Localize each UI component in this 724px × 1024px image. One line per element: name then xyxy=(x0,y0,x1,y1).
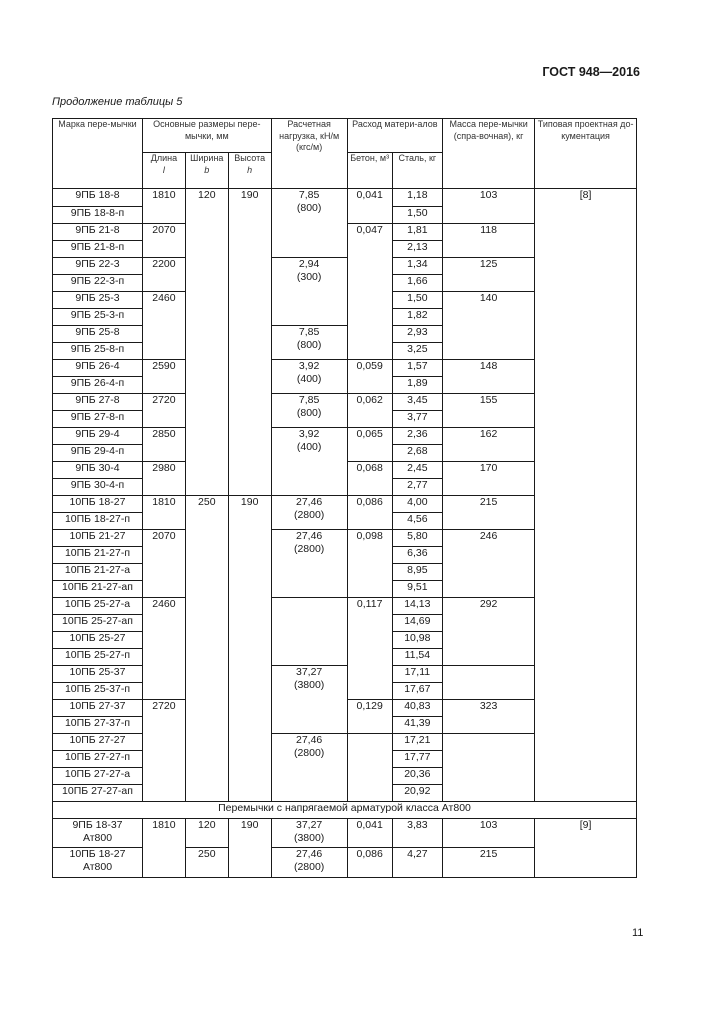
mass-cell: 125 xyxy=(443,258,535,292)
table-row-mark: 10ПБ 27-37 xyxy=(53,700,143,717)
mass-cell: 140 xyxy=(443,292,535,360)
steel-cell: 2,93 xyxy=(392,326,442,343)
load-cell: 3,92 (400) xyxy=(271,428,347,496)
load-cell: 37,27 (3800) xyxy=(271,819,347,848)
steel-cell: 11,54 xyxy=(392,649,442,666)
col-concrete-header: Бетон, м³ xyxy=(347,153,392,189)
table-row-mark: 9ПБ 21-8-п xyxy=(53,241,143,258)
table-row-mark: 9ПБ 25-8 xyxy=(53,326,143,343)
table-row-mark: 10ПБ 25-37 xyxy=(53,666,143,683)
steel-cell: 1,66 xyxy=(392,275,442,292)
concrete-cell: 0,086 xyxy=(347,848,392,878)
table-row-mark: 10ПБ 25-37-п xyxy=(53,683,143,700)
table-row-mark: 10ПБ 25-27-п xyxy=(53,649,143,666)
height-cell: 190 xyxy=(228,496,271,802)
concrete-cell: 0,047 xyxy=(347,224,392,360)
mass-cell: 323 xyxy=(443,700,535,734)
col-steel-header: Сталь, кг xyxy=(392,153,442,189)
steel-cell: 1,82 xyxy=(392,309,442,326)
table-row-mark: 9ПБ 30-4-п xyxy=(53,479,143,496)
mass-cell: 246 xyxy=(443,530,535,598)
table-row-mark: 10ПБ 27-27 xyxy=(53,734,143,751)
table-row-mark: 9ПБ 29-4-п xyxy=(53,445,143,462)
design-doc-cell: [8] xyxy=(535,189,637,802)
steel-cell: 1,57 xyxy=(392,360,442,377)
length-cell: 2590 xyxy=(143,360,186,394)
load-cell: 7,85 (800) xyxy=(271,189,347,258)
steel-cell: 3,83 xyxy=(392,819,442,848)
table-row-mark: 9ПБ 29-4 xyxy=(53,428,143,445)
table-row-mark: 9ПБ 25-3-п xyxy=(53,309,143,326)
steel-cell: 14,13 xyxy=(392,598,442,615)
col-consumption-header: Расход матери-алов xyxy=(347,119,442,153)
concrete-cell: 0,065 xyxy=(347,428,392,462)
steel-cell: 17,77 xyxy=(392,751,442,768)
length-cell: 2460 xyxy=(143,598,186,700)
height-cell: 190 xyxy=(228,189,271,496)
steel-cell: 40,83 xyxy=(392,700,442,717)
steel-cell: 17,11 xyxy=(392,666,442,683)
length-cell: 2720 xyxy=(143,700,186,802)
concrete-cell: 0,059 xyxy=(347,360,392,394)
concrete-cell: 0,098 xyxy=(347,530,392,598)
mass-cell: 215 xyxy=(443,848,535,878)
mass-cell: 118 xyxy=(443,224,535,258)
table-row-mark: 9ПБ 25-8-п xyxy=(53,343,143,360)
steel-cell: 17,67 xyxy=(392,683,442,700)
steel-cell: 2,36 xyxy=(392,428,442,445)
steel-cell: 6,36 xyxy=(392,547,442,564)
concrete-cell: 0,086 xyxy=(347,496,392,530)
design-doc-cell: [9] xyxy=(535,819,637,878)
mass-cell: 215 xyxy=(443,496,535,530)
length-cell: 2070 xyxy=(143,530,186,598)
steel-cell: 4,27 xyxy=(392,848,442,878)
mass-cell: 170 xyxy=(443,462,535,496)
steel-cell: 2,13 xyxy=(392,241,442,258)
load-cell: 37,27 (3800) xyxy=(271,666,347,734)
steel-cell: 1,18 xyxy=(392,189,442,207)
width-cell: 250 xyxy=(185,496,228,802)
length-cell: 2720 xyxy=(143,394,186,428)
steel-cell: 5,80 xyxy=(392,530,442,547)
steel-cell: 1,50 xyxy=(392,292,442,309)
concrete-cell: 0,068 xyxy=(347,462,392,496)
table-row-mark: 9ПБ 18-37 Ат800 xyxy=(53,819,143,848)
col-load-header: Расчетная нагрузка, кН/м (кгс/м) xyxy=(271,119,347,189)
table-row-mark: 10ПБ 27-27-п xyxy=(53,751,143,768)
page-number: 11 xyxy=(632,927,644,939)
col-width-header: Ширина b xyxy=(185,153,228,189)
section-heading: Перемычки с напрягаемой арматурой класса Ат800 xyxy=(53,802,637,819)
width-cell: 250 xyxy=(185,848,228,878)
table-continuation-caption: Продолжение таблицы 5 xyxy=(52,96,183,108)
col-length-header: Длина l xyxy=(143,153,186,189)
steel-cell: 41,39 xyxy=(392,717,442,734)
width-cell: 120 xyxy=(185,189,228,496)
mass-cell: 148 xyxy=(443,360,535,394)
concrete-cell: 0,041 xyxy=(347,189,392,224)
length-cell: 1810 xyxy=(143,819,186,878)
load-cell: 27,46 (2800) xyxy=(271,496,347,530)
steel-cell: 4,00 xyxy=(392,496,442,513)
load-cell: 27,46 (2800) xyxy=(271,848,347,878)
mass-cell: 162 xyxy=(443,428,535,462)
table-row-mark: 10ПБ 25-27-а xyxy=(53,598,143,615)
steel-cell: 2,68 xyxy=(392,445,442,462)
table-row-mark: 10ПБ 21-27 xyxy=(53,530,143,547)
mass-cell xyxy=(443,734,535,802)
load-cell: 3,92 (400) xyxy=(271,360,347,394)
table-row-mark: 9ПБ 22-3-п xyxy=(53,275,143,292)
steel-cell: 20,92 xyxy=(392,785,442,802)
load-cell: 27,46 (2800) xyxy=(271,530,347,598)
standard-code: ГОСТ 948—2016 xyxy=(542,65,640,79)
length-cell: 2980 xyxy=(143,462,186,496)
col-mark-header: Марка пере-мычки xyxy=(53,119,143,189)
load-cell: 7,85 (800) xyxy=(271,326,347,360)
concrete-cell: 0,129 xyxy=(347,700,392,734)
steel-cell: 2,77 xyxy=(392,479,442,496)
steel-cell: 10,98 xyxy=(392,632,442,649)
table-row-mark: 10ПБ 27-37-п xyxy=(53,717,143,734)
table-row-mark: 10ПБ 25-27 xyxy=(53,632,143,649)
load-cell xyxy=(271,598,347,666)
steel-cell: 1,81 xyxy=(392,224,442,241)
steel-cell: 3,25 xyxy=(392,343,442,360)
table-row-mark: 10ПБ 27-27-а xyxy=(53,768,143,785)
steel-cell: 8,95 xyxy=(392,564,442,581)
mass-cell: 103 xyxy=(443,819,535,848)
table-row-mark: 9ПБ 27-8-п xyxy=(53,411,143,428)
height-cell: 190 xyxy=(228,819,271,878)
load-cell: 27,46 (2800) xyxy=(271,734,347,802)
col-dims-header: Основные размеры пере-мычки, мм xyxy=(143,119,272,153)
table-row-mark: 10ПБ 18-27 Ат800 xyxy=(53,848,143,878)
table-row-mark: 10ПБ 18-27-п xyxy=(53,513,143,530)
table-row-mark: 10ПБ 18-27 xyxy=(53,496,143,513)
lintel-table xyxy=(52,118,637,878)
length-cell: 2850 xyxy=(143,428,186,462)
steel-cell: 1,50 xyxy=(392,207,442,224)
mass-cell: 155 xyxy=(443,394,535,428)
table-row-mark: 9ПБ 18-8 xyxy=(53,189,143,207)
table-row-mark: 10ПБ 21-27-а xyxy=(53,564,143,581)
concrete-cell xyxy=(347,734,392,802)
table-row-mark: 9ПБ 26-4-п xyxy=(53,377,143,394)
width-cell: 120 xyxy=(185,819,228,848)
steel-cell: 4,56 xyxy=(392,513,442,530)
mass-cell: 292 xyxy=(443,598,535,666)
length-cell: 1810 xyxy=(143,496,186,530)
load-cell: 2,94 (300) xyxy=(271,258,347,326)
mass-cell: 103 xyxy=(443,189,535,224)
steel-cell: 9,51 xyxy=(392,581,442,598)
load-cell: 7,85 (800) xyxy=(271,394,347,428)
length-cell: 2200 xyxy=(143,258,186,292)
length-cell: 1810 xyxy=(143,189,186,224)
col-height-header: Высота h xyxy=(228,153,271,189)
length-cell: 2070 xyxy=(143,224,186,258)
table-row-mark: 10ПБ 21-27-п xyxy=(53,547,143,564)
steel-cell: 3,77 xyxy=(392,411,442,428)
table-row-mark: 9ПБ 27-8 xyxy=(53,394,143,411)
table-row-mark: 9ПБ 26-4 xyxy=(53,360,143,377)
table-row-mark: 9ПБ 25-3 xyxy=(53,292,143,309)
steel-cell: 17,21 xyxy=(392,734,442,751)
table-row-mark: 10ПБ 27-27-ап xyxy=(53,785,143,802)
concrete-cell: 0,062 xyxy=(347,394,392,428)
concrete-cell: 0,041 xyxy=(347,819,392,848)
table-row-mark: 9ПБ 30-4 xyxy=(53,462,143,479)
table-row-mark: 10ПБ 21-27-ап xyxy=(53,581,143,598)
steel-cell: 20,36 xyxy=(392,768,442,785)
table-row-mark: 9ПБ 21-8 xyxy=(53,224,143,241)
table-row-mark: 9ПБ 22-3 xyxy=(53,258,143,275)
col-doc-header: Типовая проектная до-кументация xyxy=(535,119,637,189)
length-cell: 2460 xyxy=(143,292,186,360)
table-row-mark: 10ПБ 25-27-ап xyxy=(53,615,143,632)
table-row-mark: 9ПБ 18-8-п xyxy=(53,207,143,224)
concrete-cell: 0,117 xyxy=(347,598,392,700)
mass-cell xyxy=(443,666,535,700)
steel-cell: 2,45 xyxy=(392,462,442,479)
col-mass-header: Масса пере-мычки (спра-вочная), кг xyxy=(443,119,535,189)
steel-cell: 1,89 xyxy=(392,377,442,394)
steel-cell: 3,45 xyxy=(392,394,442,411)
steel-cell: 14,69 xyxy=(392,615,442,632)
steel-cell: 1,34 xyxy=(392,258,442,275)
